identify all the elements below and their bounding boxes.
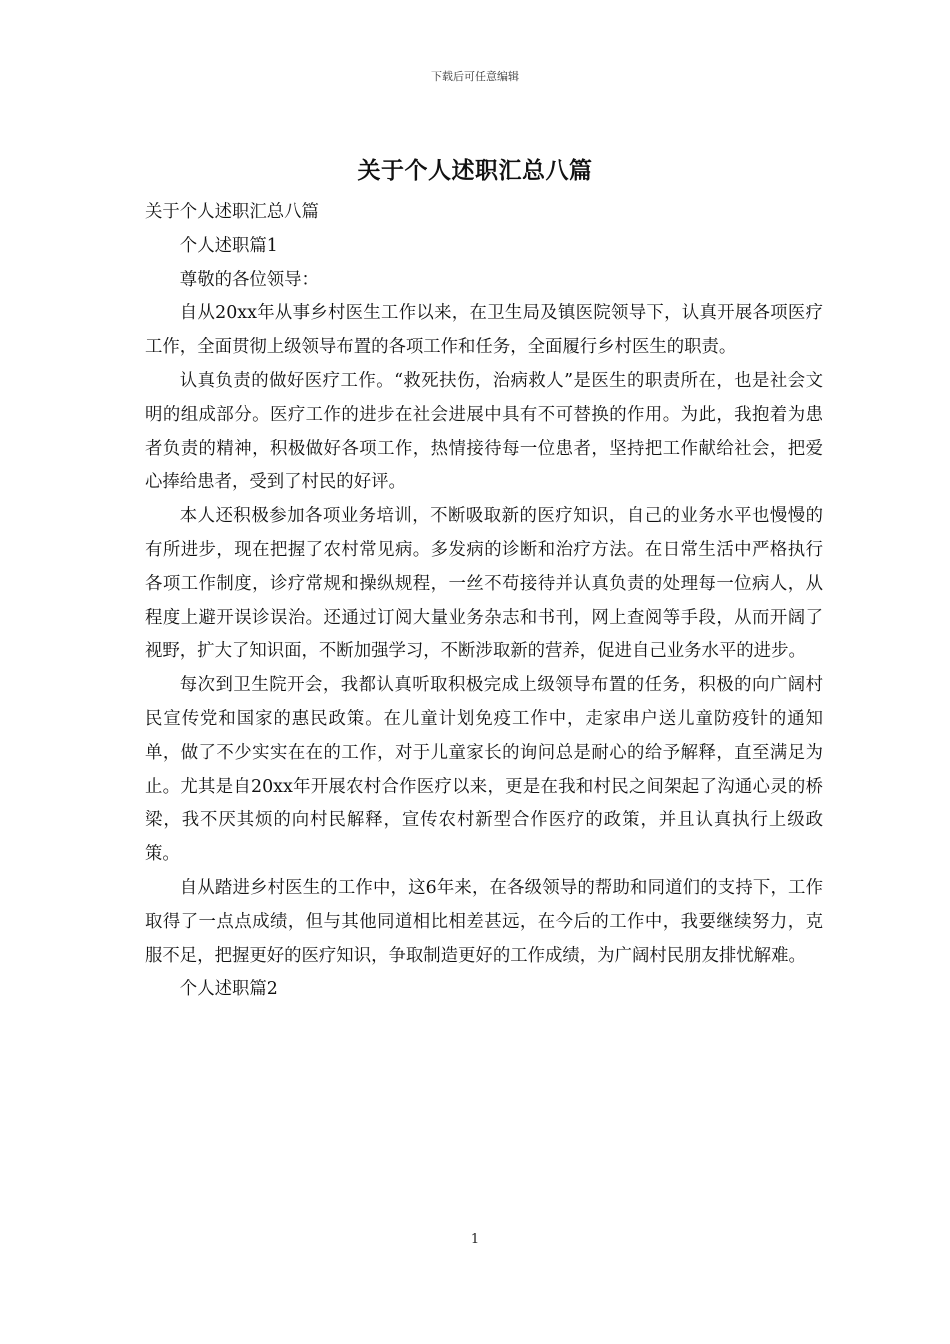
paragraph-3: 本人还积极参加各项业务培训，不断吸取新的医疗知识，自己的业务水平也慢慢的有所进步，现在把握了农村常见病。多发病的诊断和治疗方法。在日常生活中严格执行各项工作制度，诊疗常规和操纵规程，一丝不苟接待并认真负责的处理每一位病人，从程度上避开误诊误治。还通过订阅大量业务杂志和书刊，网上查阅等手段，从而开阔了视野，扩大了知识面，不断加强学习，不断涉取新的营养，促进自己业务水平的进步。 bbox=[145, 506, 823, 662]
page-number: 1 bbox=[470, 1232, 480, 1247]
paragraph-4: 每次到卫生院开会，我都认真听取积极完成上级领导布置的任务，积极的向广阔村民宣传党和国家的惠民政策。在儿童计划免疫工作中，走家串户送儿童防疫针的通知单，做了不少实实在在的工作，对于儿童家长的询问总是耐心的给予解释，直至满足为止。尤其是自20xx年开展农村合作医疗以来，更是在我和村民之间架起了沟通心灵的桥梁，我不厌其烦的向村民解释，宣传农村新型合作医疗的政策，并且认真执行上级政策。 bbox=[145, 675, 823, 865]
header-note: 下载后可任意编辑 bbox=[431, 70, 519, 83]
paragraph-2: 认真负责的做好医疗工作。“救死扶伤，治病救人”是医生的职责所在，也是社会文明的组成部分。医疗工作的进步在社会进展中具有不可替换的作用。为此，我抱着为患者负责的精神，积极做好各项工作，热情接待每一位患者，坚持把工作献给社会，把爱心捧给患者，受到了村民的好评。 bbox=[145, 370, 823, 493]
paragraph-5: 自从踏进乡村医生的工作中，这6年来，在各级领导的帮助和同道们的支持下，工作取得了一点点成绩，但与其他同道相比相差甚远，在今后的工作中，我要继续努力，克服不足，把握更好的医疗知识，争取制造更好的工作成绩，为广阔村民朋友排忧解难。 bbox=[145, 877, 823, 966]
section-heading-1: 个人述职篇1 bbox=[179, 235, 278, 256]
section-heading-2: 个人述职篇2 bbox=[179, 979, 278, 1000]
salutation: 尊敬的各位领导： bbox=[179, 269, 319, 290]
document-body bbox=[145, 196, 823, 1007]
paragraph-1: 自从20xx年从事乡村医生工作以来，在卫生局及镇医院领导下，认真开展各项医疗工作，全面贯彻上级领导布置的各项工作和任务，全面履行乡村医生的职责。 bbox=[145, 303, 823, 358]
subtitle-line: 关于个人述职汇总八篇 bbox=[145, 202, 319, 222]
document-title: 关于个人述职汇总八篇 bbox=[357, 157, 593, 184]
